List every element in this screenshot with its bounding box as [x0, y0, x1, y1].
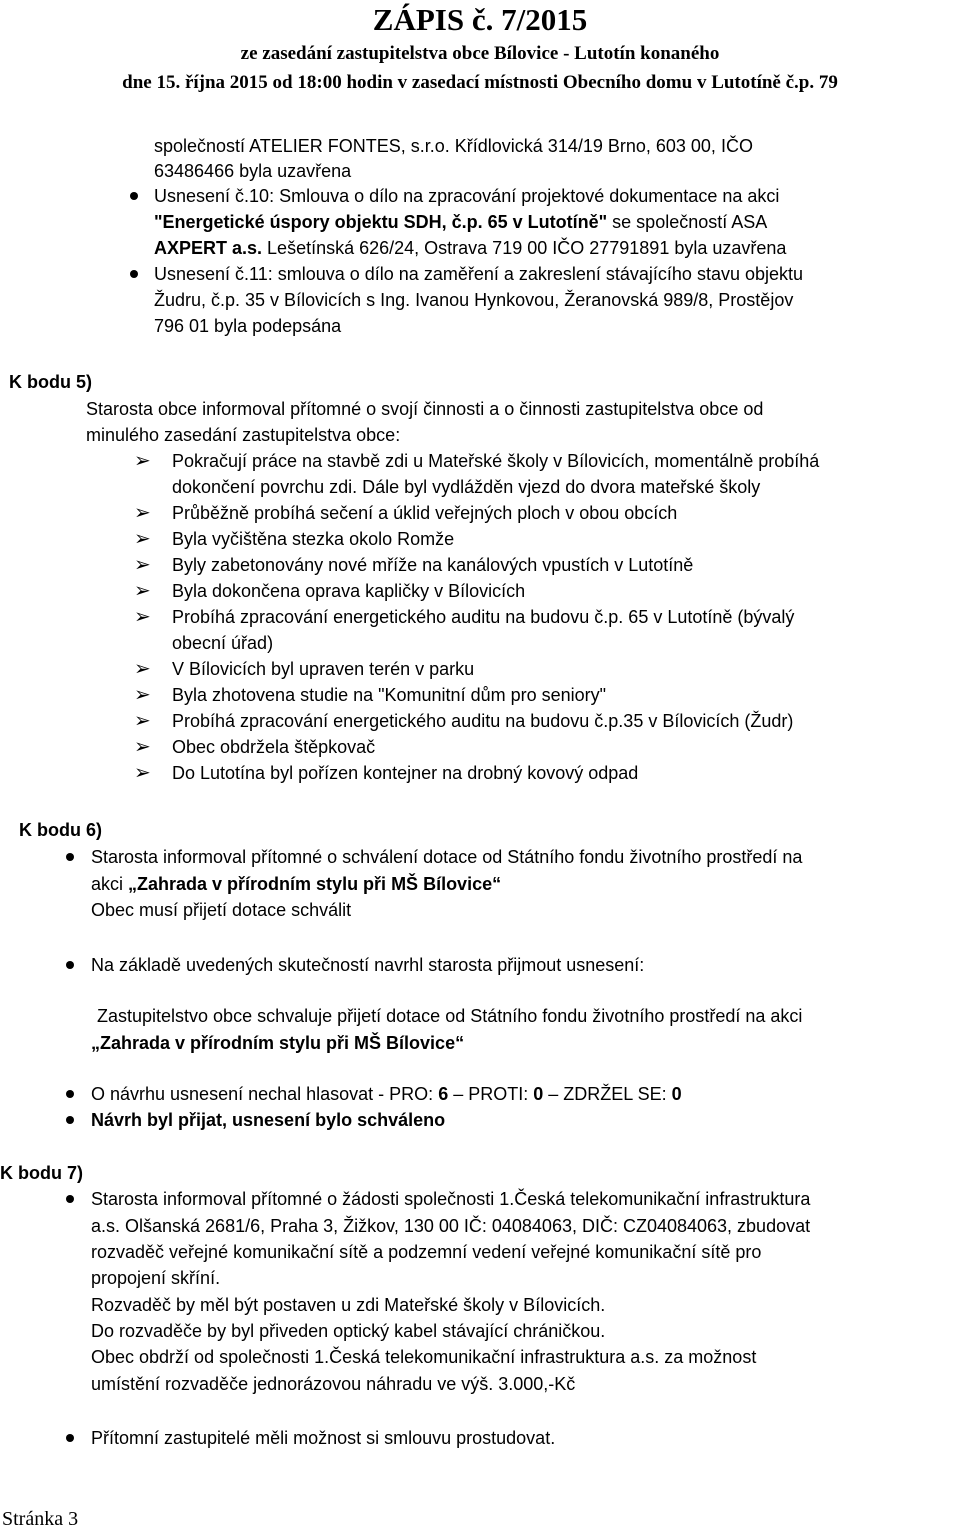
vote-result: O návrhu usnesení nechal hlasovat - PRO: 6 – PROTI: 0 – ZDRŽEL SE: 0 [91, 1084, 682, 1104]
header-line-1: ze zasedání zastupitelstva obce Bílovice - Lutotín konaného [240, 43, 720, 64]
arrow-bullet-icon: ➢ [134, 450, 151, 472]
arrow-bullet-icon: ➢ [134, 528, 151, 550]
section7-text: Starosta informoval přítomné o žádosti společnosti 1.Česká telekomunikační infrastruktura [91, 1189, 811, 1209]
project-name: "Energetické úspory objektu SDH, č.p. 65 v Lutotíně" [154, 212, 608, 232]
section-heading-5: K bodu 5) [9, 372, 92, 392]
continued-line-1: společností ATELIER FONTES, s.r.o. Křídlovická 314/19 Brno, 603 00, IČO [154, 136, 753, 156]
activity-item: Průběžně probíhá sečení a úklid veřejných ploch v obou obcích [172, 503, 678, 523]
bullet-icon [66, 853, 74, 861]
activity-item: Byla zhotovena studie na "Komunitní dům pro seniory" [172, 685, 607, 705]
section-heading-6: K bodu 6) [19, 820, 102, 840]
section6-text: akci „Zahrada v přírodním stylu při MŠ Bílovice“ [91, 874, 502, 894]
section6-text: Na základě uvedených skutečností navrhl starosta přijmout usnesení: [91, 955, 645, 975]
section-heading-7: K bodu 7) [0, 1163, 83, 1183]
section7-text: umístění rozvaděče jednorázovou náhradu ve výš. 3.000,-Kč [91, 1374, 576, 1394]
list-item-cont [154, 209, 767, 235]
bullet-icon [66, 1195, 74, 1203]
section7-text: Rozvaděč by měl být postaven u zdi Mateřské školy v Bílovicích. [91, 1295, 606, 1315]
list-item-cont: Žudru, č.p. 35 v Bílovicích s Ing. Ivanou Hynkovou, Žeranovská 989/8, Prostějov [154, 290, 794, 310]
activity-item: Pokračují práce na stavbě zdi u Mateřské školy v Bílovicích, momentálně probíhá [172, 451, 820, 471]
page-number: Stránka 3 [2, 1508, 79, 1530]
activity-item: Probíhá zpracování energetického auditu na budovu č.p. 65 v Lutotíně (bývalý [172, 607, 795, 627]
list-item-cont: 796 01 byla podepsána [154, 316, 342, 336]
list-item-cont: AXPERT a.s. Lešetínská 626/24, Ostrava 719 00 IČO 27791891 byla uzavřena [154, 238, 787, 258]
arrow-bullet-icon: ➢ [134, 502, 151, 524]
approval-statement: Návrh byl přijat, usnesení bylo schváleno [91, 1110, 446, 1130]
arrow-bullet-icon: ➢ [134, 762, 151, 784]
header-line-2: dne 15. října 2015 od 18:00 hodin v zasedací místnosti Obecního domu v Lutotíně č.p. 79 [122, 72, 838, 93]
arrow-bullet-icon: ➢ [134, 606, 151, 628]
activity-item: Byla dokončena oprava kapličky v Bílovicích [172, 581, 526, 601]
list-item: Usnesení č.11: smlouva o dílo na zaměření a zakreslení stávajícího stavu objektu [154, 264, 804, 284]
bullet-icon [130, 192, 138, 200]
project-name: „Zahrada v přírodním stylu při MŠ Bílovice“ [128, 874, 502, 894]
activity-item: Obec obdržela štěpkovač [172, 737, 376, 757]
activity-item: Probíhá zpracování energetického auditu na budovu č.p.35 v Bílovicích (Žudr) [172, 711, 794, 731]
arrow-bullet-icon: ➢ [134, 736, 151, 758]
arrow-bullet-icon: ➢ [134, 580, 151, 602]
activity-item-cont: obecní úřad) [172, 633, 274, 653]
continued-line-2: 63486466 byla uzavřena [154, 161, 352, 181]
activity-item-cont: dokončení povrchu zdi. Dále byl vydlážděn vjezd do dvora mateřské školy [172, 477, 761, 497]
resolution-text: Zastupitelstvo obce schvaluje přijetí dotace od Státního fondu životního prostředí na akci [97, 1006, 803, 1026]
list-item-text: se společností ASA [607, 212, 768, 232]
activity-item: Do Lutotína byl pořízen kontejner na drobný kovový odpad [172, 763, 639, 783]
arrow-bullet-icon: ➢ [134, 684, 151, 706]
bullet-icon [66, 1090, 74, 1098]
bullet-icon [130, 270, 138, 278]
section6-text: Starosta informoval přítomné o schválení dotace od Státního fondu životního prostředí na [91, 847, 803, 867]
section5-intro: minulého zasedání zastupitelstva obce: [86, 425, 401, 445]
section7-text: a.s. Olšanská 2681/6, Praha 3, Žižkov, 130 00 IČ: 04084063, DIČ: CZ04084063, zbudovat [91, 1216, 811, 1236]
section6-text: Obec musí přijetí dotace schválit [91, 900, 352, 920]
section7-text: Do rozvaděče by byl přiveden optický kabel stávající chráničkou. [91, 1321, 606, 1341]
arrow-bullet-icon: ➢ [134, 710, 151, 732]
section7-text: propojení skříní. [91, 1268, 221, 1288]
activity-item: Byla vyčištěna stezka okolo Romže [172, 529, 455, 549]
list-item: Usnesení č.10: Smlouva o dílo na zpracování projektové dokumentace na akci [154, 186, 780, 206]
section7-text: Obec obdrží od společnosti 1.Česká telekomunikační infrastruktura a.s. za možnost [91, 1347, 757, 1367]
section5-intro: Starosta obce informoval přítomné o svojí činnosti a o činnosti zastupitelstva obce od [86, 399, 764, 419]
bullet-icon [66, 961, 74, 969]
section7-text: Přítomní zastupitelé měli možnost si smlouvu prostudovat. [91, 1428, 556, 1448]
bullet-icon [66, 1434, 74, 1442]
activity-item: Byly zabetonovány nové mříže na kanálových vpustích v Lutotíně [172, 555, 694, 575]
document-title: ZÁPIS č. 7/2015 [372, 2, 588, 37]
resolution-project: „Zahrada v přírodním stylu při MŠ Bílovice“ [91, 1033, 465, 1053]
arrow-bullet-icon: ➢ [134, 554, 151, 576]
section7-text: rozvaděč veřejné komunikační sítě a podzemní vedení veřejné komunikační sítě pro [91, 1242, 762, 1262]
activity-item: V Bílovicích byl upraven terén v parku [172, 659, 475, 679]
bullet-icon [66, 1116, 74, 1124]
arrow-bullet-icon: ➢ [134, 658, 151, 680]
